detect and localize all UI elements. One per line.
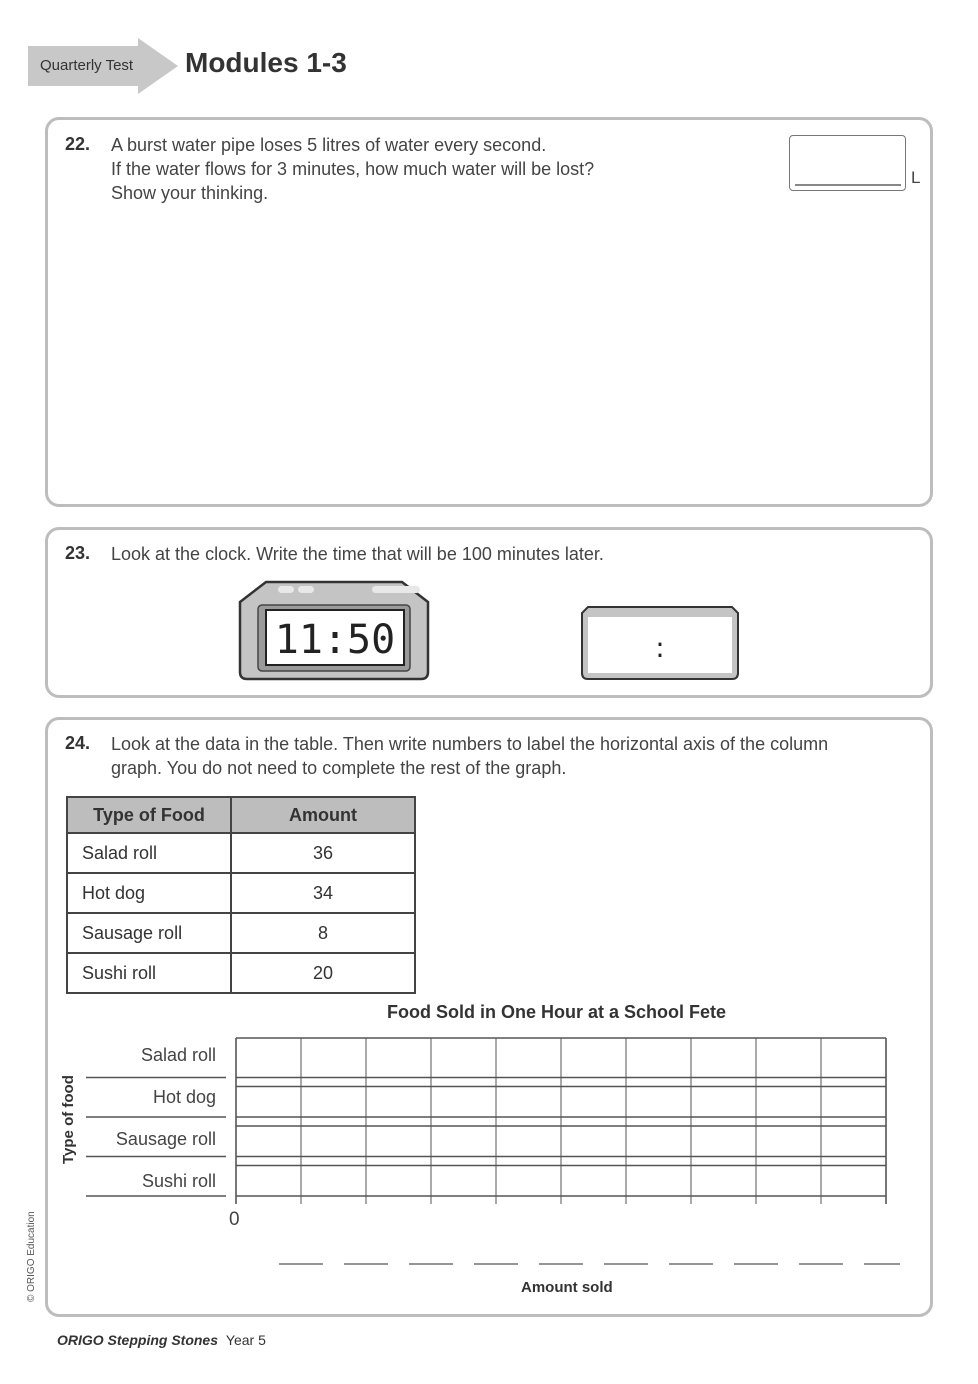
q22-line-3: Show your thinking. [111, 183, 269, 203]
table-row [67, 953, 415, 993]
answer-time-separator: : [655, 631, 665, 664]
table-cell-food: Sushi roll [67, 953, 231, 993]
q22-answer-line [795, 184, 901, 186]
table-cell-food: Hot dog [67, 873, 231, 913]
q23-number: 23. [65, 543, 91, 563]
footer-year: Year 5 [225, 1332, 266, 1348]
y-axis-label: Type of food [60, 1075, 77, 1164]
digital-clock-icon [236, 580, 432, 682]
table-cell-food: Sausage roll [67, 913, 231, 953]
table-cell-amount: 34 [231, 873, 415, 913]
category-label: Sausage roll [115, 1129, 216, 1149]
q23-text: Look at the clock. Write the time that will be 100 minutes later. [111, 544, 604, 564]
page-title: Modules 1-3 [185, 47, 347, 78]
table-cell-amount: 20 [231, 953, 415, 993]
q22-line-1: A burst water pipe loses 5 litres of water every second. [111, 135, 547, 155]
clock-time: 11:50 [274, 617, 396, 663]
answer-clock-display[interactable] [578, 605, 742, 681]
header-tag-label: Quarterly Test [40, 57, 134, 74]
chart-title: Food Sold in One Hour at a School Fete [387, 1002, 727, 1022]
q22-line-2: If the water flows for 3 minutes, how much water will be lost? [111, 159, 595, 179]
footer-brand [57, 1332, 266, 1348]
table-row [67, 913, 415, 953]
x-tick-zero: 0 [229, 1209, 240, 1230]
category-label: Salad roll [140, 1045, 216, 1065]
table-cell-amount: 8 [231, 913, 415, 953]
copyright: © ORIGO Education [26, 1211, 37, 1302]
chart-grid [80, 1030, 900, 1280]
table-header-food: Type of Food [67, 797, 231, 833]
food-table [66, 796, 416, 994]
table-header-row [67, 797, 415, 833]
q24-line-1: Look at the data in the table. Then write numbers to label the horizontal axis of the column [111, 734, 829, 754]
q22-answer-box[interactable] [789, 135, 906, 191]
x-axis-label: Amount sold [521, 1279, 613, 1296]
q22-unit: L [911, 168, 921, 187]
q22-working-area[interactable] [60, 210, 920, 495]
q22-number: 22. [65, 134, 91, 154]
table-row [67, 833, 415, 873]
category-label: Hot dog [152, 1087, 216, 1107]
table-cell-amount: 36 [231, 833, 415, 873]
table-cell-food: Salad roll [67, 833, 231, 873]
q24-line-2: graph. You do not need to complete the rest of the graph. [111, 758, 567, 778]
category-label: Sushi roll [141, 1171, 216, 1191]
footer-brand-name: ORIGO Stepping Stones [57, 1332, 219, 1348]
table-row [67, 873, 415, 913]
table-header-amount: Amount [231, 797, 415, 833]
q24-number: 24. [65, 733, 91, 753]
